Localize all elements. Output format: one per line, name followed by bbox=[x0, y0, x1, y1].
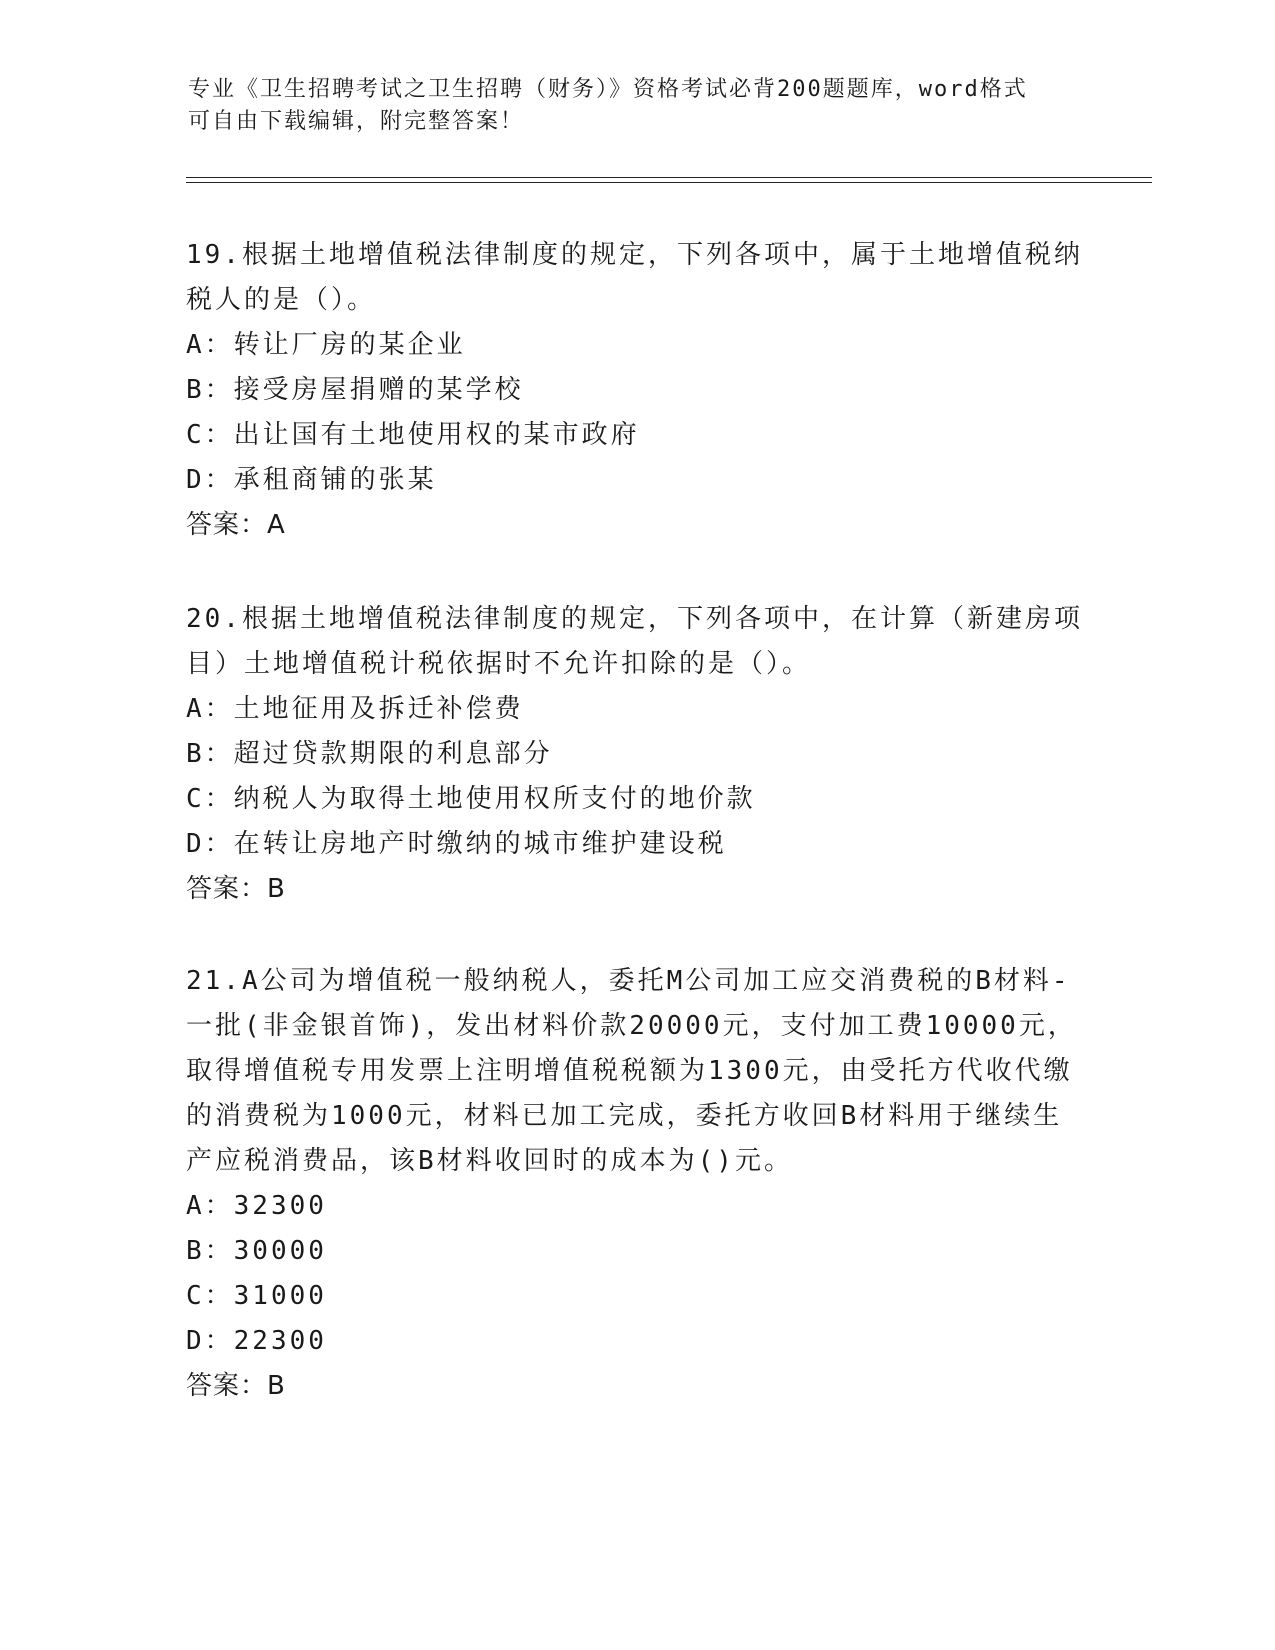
question-stem-line: 20.根据土地增值税法律制度的规定，下列各项中，在计算（新建房项 bbox=[186, 604, 1083, 634]
option-c: C：出让国有土地使用权的某市政府 bbox=[186, 420, 640, 450]
option-a: A：32300 bbox=[186, 1191, 327, 1221]
header-divider-top bbox=[186, 177, 1152, 178]
option-d: D：22300 bbox=[186, 1326, 327, 1356]
answer-label: 答案：A bbox=[186, 510, 286, 540]
question-stem-line: 21.A公司为增值税一般纳税人，委托M公司加工应交消费税的B材料- bbox=[186, 966, 1071, 996]
option-d: D：承租商铺的张某 bbox=[186, 465, 437, 495]
option-a: A：土地征用及拆迁补偿费 bbox=[186, 694, 524, 724]
header-divider-bottom bbox=[186, 182, 1152, 183]
question-21 bbox=[186, 959, 1086, 1409]
question-19 bbox=[186, 233, 1086, 548]
answer-label: 答案：B bbox=[186, 1371, 286, 1401]
question-stem-line: 产应税消费品，该B材料收回时的成本为()元。 bbox=[186, 1146, 793, 1176]
header-title-line-1: 专业《卫生招聘考试之卫生招聘（财务）》资格考试必背200题题库，word格式 bbox=[188, 77, 1028, 102]
option-a: A：转让厂房的某企业 bbox=[186, 330, 466, 360]
option-c: C：纳税人为取得土地使用权所支付的地价款 bbox=[186, 784, 756, 814]
question-stem-line: 取得增值税专用发票上注明增值税税额为1300元，由受托方代收代缴 bbox=[186, 1056, 1073, 1086]
option-d: D：在转让房地产时缴纳的城市维护建设税 bbox=[186, 829, 727, 859]
option-c: C：31000 bbox=[186, 1281, 327, 1311]
question-stem-line: 目）土地增值税计税依据时不允许扣除的是（）。 bbox=[186, 649, 812, 679]
question-stem-line: 税人的是（）。 bbox=[186, 285, 377, 315]
option-b: B：30000 bbox=[186, 1236, 327, 1266]
answer-label: 答案：B bbox=[186, 874, 286, 904]
document-header bbox=[188, 74, 1088, 138]
question-stem-line: 19.根据土地增值税法律制度的规定，下列各项中，属于土地增值税纳 bbox=[186, 240, 1083, 270]
question-stem-line: 的消费税为1000元，材料已加工完成，委托方收回B材料用于继续生 bbox=[186, 1101, 1063, 1131]
question-stem-line: 一批(非金银首饰)，发出材料价款20000元，支付加工费10000元， bbox=[186, 1011, 1077, 1041]
header-title-line-2: 可自由下载编辑，附完整答案！ bbox=[188, 109, 525, 134]
option-b: B：超过贷款期限的利息部分 bbox=[186, 739, 553, 769]
question-20 bbox=[186, 597, 1086, 912]
option-b: B：接受房屋捐赠的某学校 bbox=[186, 375, 524, 405]
